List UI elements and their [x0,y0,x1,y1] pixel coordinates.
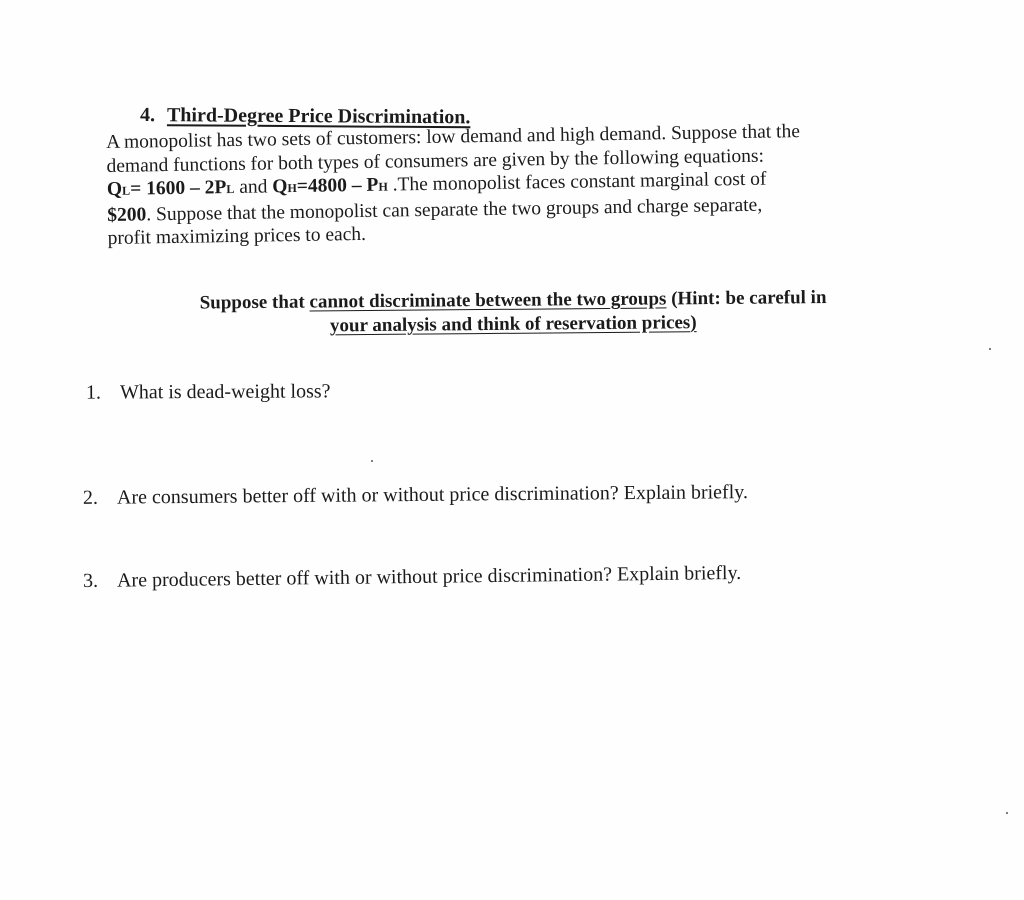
scan-speck [1006,812,1008,814]
section-number: 4. [139,104,156,127]
intro-line-2: demand functions for both types of consumers are given by the following equations: [106,145,765,177]
section-title: Third-Degree Price Discrimination. [166,104,471,129]
intro-line-3: QL= 1600 – 2PL and QH=4800 – PH .The monopolist faces constant marginal cost of [106,168,767,200]
low-demand-equation: QL= 1600 – 2PL [106,177,235,200]
scan-speck [989,348,991,350]
question-number: 3. [82,569,99,593]
marginal-cost-value: $200 [107,203,147,226]
question-text: Are producers better off with or without price discrimination? Explain briefly. [116,561,742,592]
high-demand-equation: QH=4800 – PH [272,174,388,198]
intro-line-5: profit maximizing prices to each. [107,223,367,249]
intro-line-1: A monopolist has two sets of customers: low demand and high demand. Suppose that the [106,121,801,153]
intro-line-4: $200. Suppose that the monopolist can separate the two groups and charge separate, [107,194,763,226]
question-text: Are consumers better off with or without price discrimination? Explain briefly. [116,481,749,509]
question-3 [83,562,741,593]
condition-line-2: your analysis and think of reservation prices) [329,312,697,337]
scan-speck [371,460,373,462]
question-text: What is dead-weight loss? [119,380,331,404]
question-2 [83,481,748,510]
question-number: 1. [85,381,102,404]
problem-statement [106,118,908,250]
condition-line-1: Suppose that cannot discriminate between the two groups (Hint: be careful in [199,287,827,314]
question-1 [86,380,331,404]
question-number: 2. [82,486,99,509]
scenario-condition [143,286,883,340]
